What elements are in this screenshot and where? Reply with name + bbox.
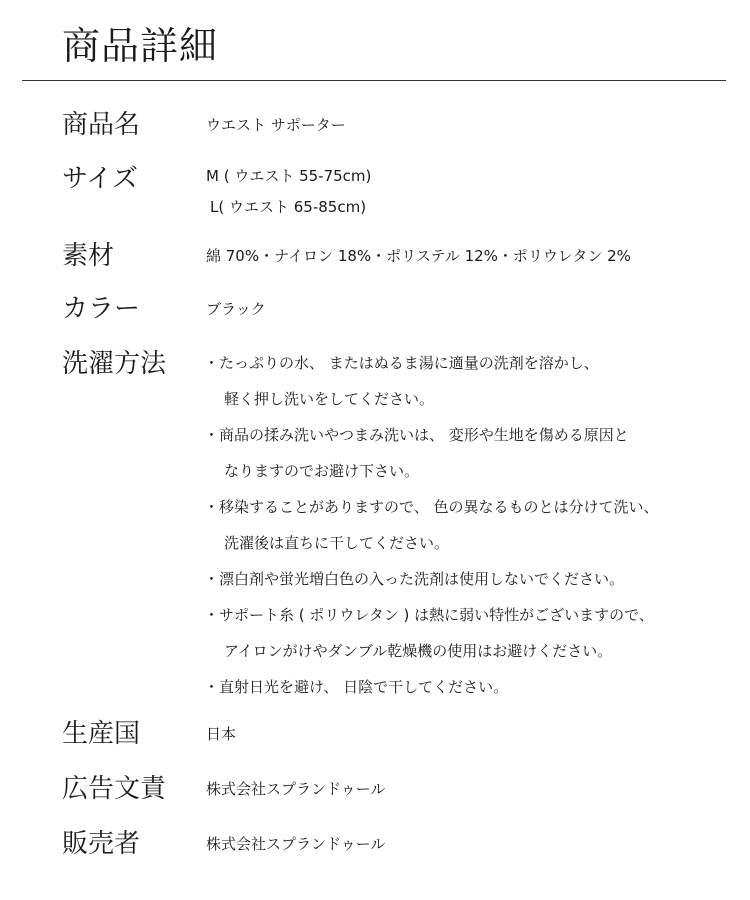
color-value: ブラック <box>206 300 266 318</box>
size-l: L( ウエスト 65-85cm) <box>210 198 367 216</box>
care-item-line: 軽く押し洗いをしてください。 <box>224 390 435 408</box>
care-item-line: ・サポート糸 ( ポリウレタン ) は熱に弱い特性がございますので、 <box>204 606 654 624</box>
care-item <box>204 597 658 669</box>
material-value: 綿 70%・ナイロン 18%・ポリステル 12%・ポリウレタン 2% <box>206 247 631 265</box>
size-value <box>206 161 371 223</box>
care-item-line: ・移染することがありますので、 色の異なるものとは分けて洗い、 <box>204 498 659 516</box>
color-label: カラー <box>62 294 141 324</box>
size-m: M ( ウエスト 55-75cm) <box>206 167 372 185</box>
care-item <box>204 489 658 561</box>
origin-value: 日本 <box>206 725 237 743</box>
care-item-line: ・漂白剤や蛍光増白色の入った洗剤は使用しないでください。 <box>204 570 625 588</box>
advertiser-value: 株式会社スプランドゥール <box>206 780 386 798</box>
material-label: 素材 <box>62 241 115 271</box>
page-title: 商品詳細 <box>62 24 219 68</box>
seller-value: 株式会社スプランドゥール <box>206 835 386 853</box>
product-name-label: 商品名 <box>62 110 141 140</box>
care-item <box>204 669 658 705</box>
seller-label: 販売者 <box>62 829 141 859</box>
care-item-line: アイロンがけやダンブル乾燥機の使用はお避けください。 <box>224 642 613 660</box>
care-item <box>204 561 658 597</box>
product-name-value: ウエスト サポーター <box>206 116 346 134</box>
care-item-line: ・直射日光を避け、 日陰で干してください。 <box>204 678 509 696</box>
care-item-line: 洗濯後は直ちに干してください。 <box>224 534 450 552</box>
care-instructions <box>204 345 658 705</box>
size-label: サイズ <box>62 164 138 194</box>
care-item-line: なりますのでお避け下さい。 <box>224 462 420 480</box>
care-item-line: ・商品の揉み洗いやつまみ洗いは、 変形や生地を傷める原因と <box>204 426 629 444</box>
title-divider <box>22 80 726 81</box>
care-item <box>204 417 658 489</box>
care-label: 洗濯方法 <box>62 349 167 379</box>
advertiser-label: 広告文責 <box>62 774 167 804</box>
care-item <box>204 345 658 417</box>
origin-label: 生産国 <box>62 719 141 749</box>
care-item-line: ・たっぷりの水、 またはぬるま湯に適量の洗剤を溶かし、 <box>204 354 599 372</box>
